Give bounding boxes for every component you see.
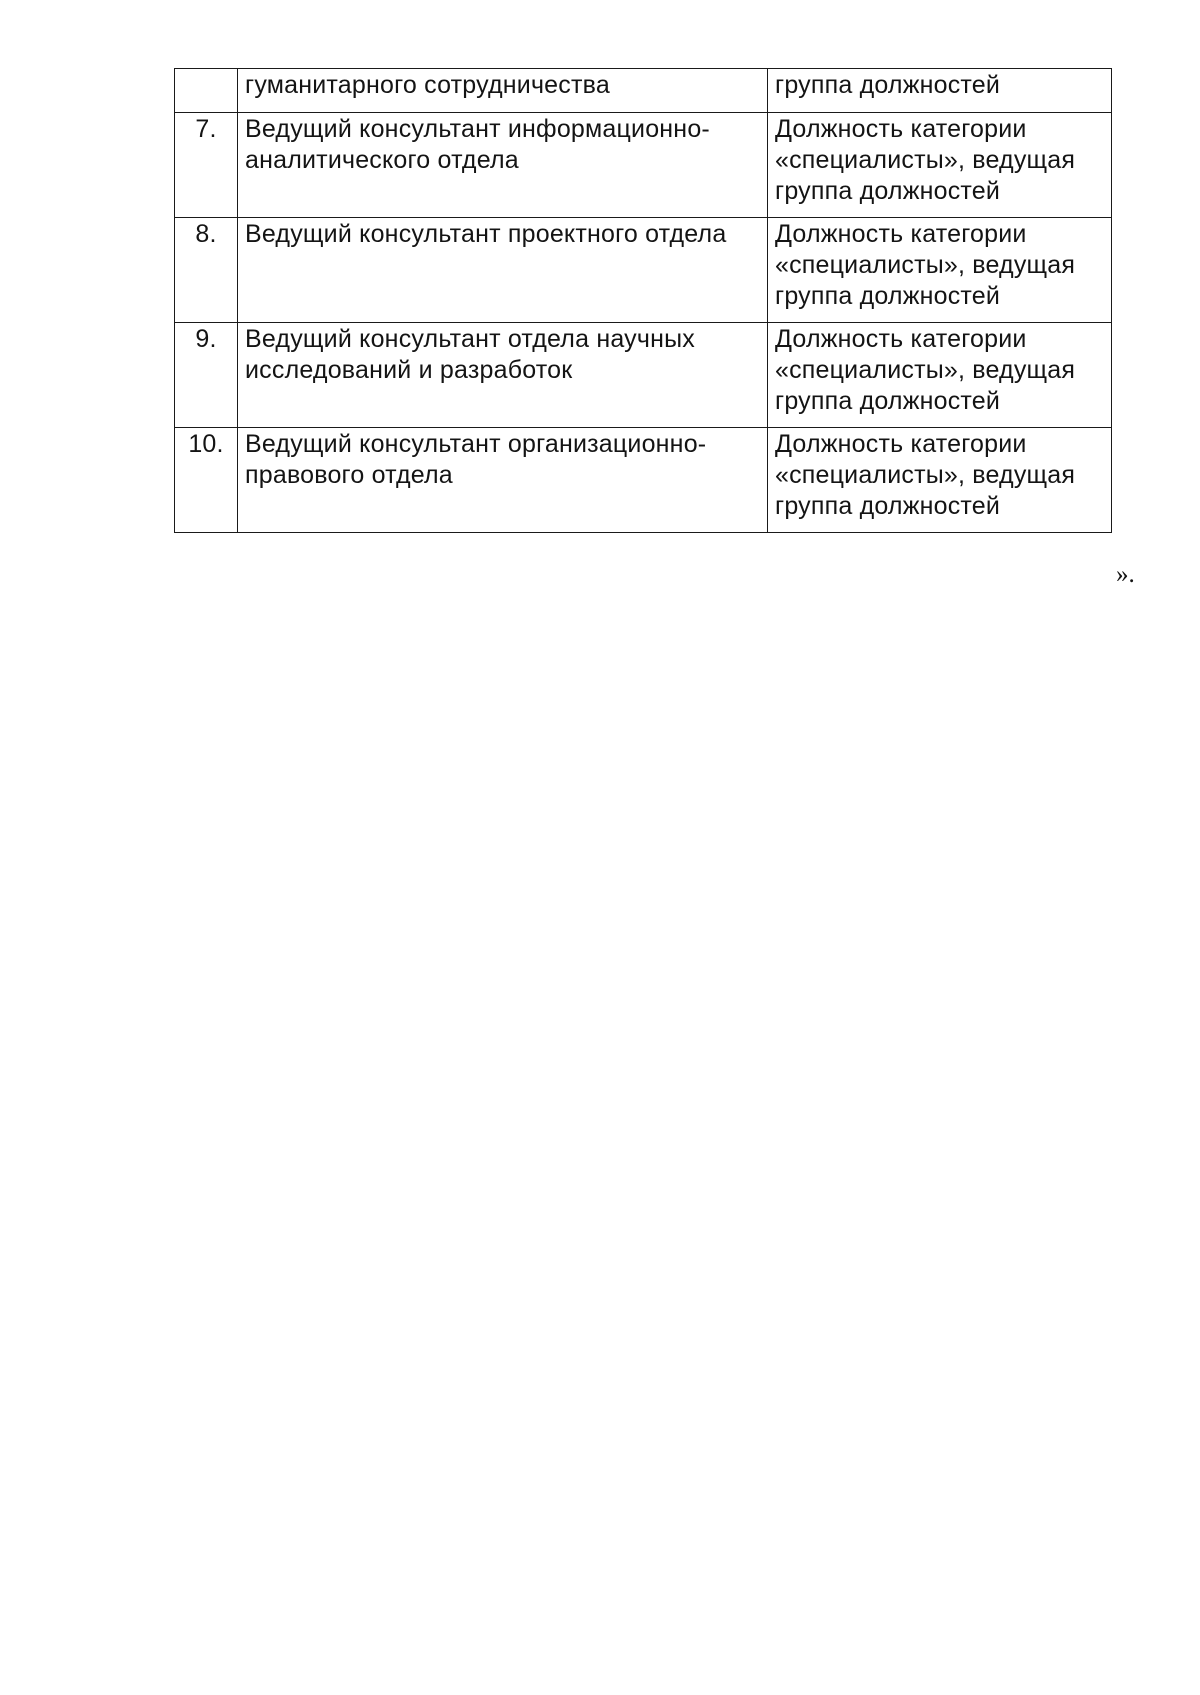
- position-title: Ведущий консультант организационно-правового отдела: [238, 428, 768, 533]
- position-title: гуманитарного сотрудничества: [238, 69, 768, 113]
- row-number: 9.: [175, 323, 238, 428]
- position-category: Должность категории «специалисты», ведущая группа должностей: [768, 113, 1112, 218]
- table-row: [175, 323, 1112, 428]
- position-title: Ведущий консультант информационно-аналитического отдела: [238, 113, 768, 218]
- positions-table: [174, 68, 1112, 533]
- table-row: [175, 113, 1112, 218]
- closing-quote-mark: ».: [1116, 561, 1135, 588]
- table-row: [175, 69, 1112, 113]
- position-category: Должность категории «специалисты», ведущая группа должностей: [768, 323, 1112, 428]
- table-row: [175, 218, 1112, 323]
- row-number: [175, 69, 238, 113]
- position-category: Должность категории «специалисты», ведущая группа должностей: [768, 428, 1112, 533]
- row-number: 10.: [175, 428, 238, 533]
- position-title: Ведущий консультант проектного отдела: [238, 218, 768, 323]
- row-number: 8.: [175, 218, 238, 323]
- position-title: Ведущий консультант отдела научных исследований и разработок: [238, 323, 768, 428]
- position-category: группа должностей: [768, 69, 1112, 113]
- position-category: Должность категории «специалисты», ведущая группа должностей: [768, 218, 1112, 323]
- table-row: [175, 428, 1112, 533]
- row-number: 7.: [175, 113, 238, 218]
